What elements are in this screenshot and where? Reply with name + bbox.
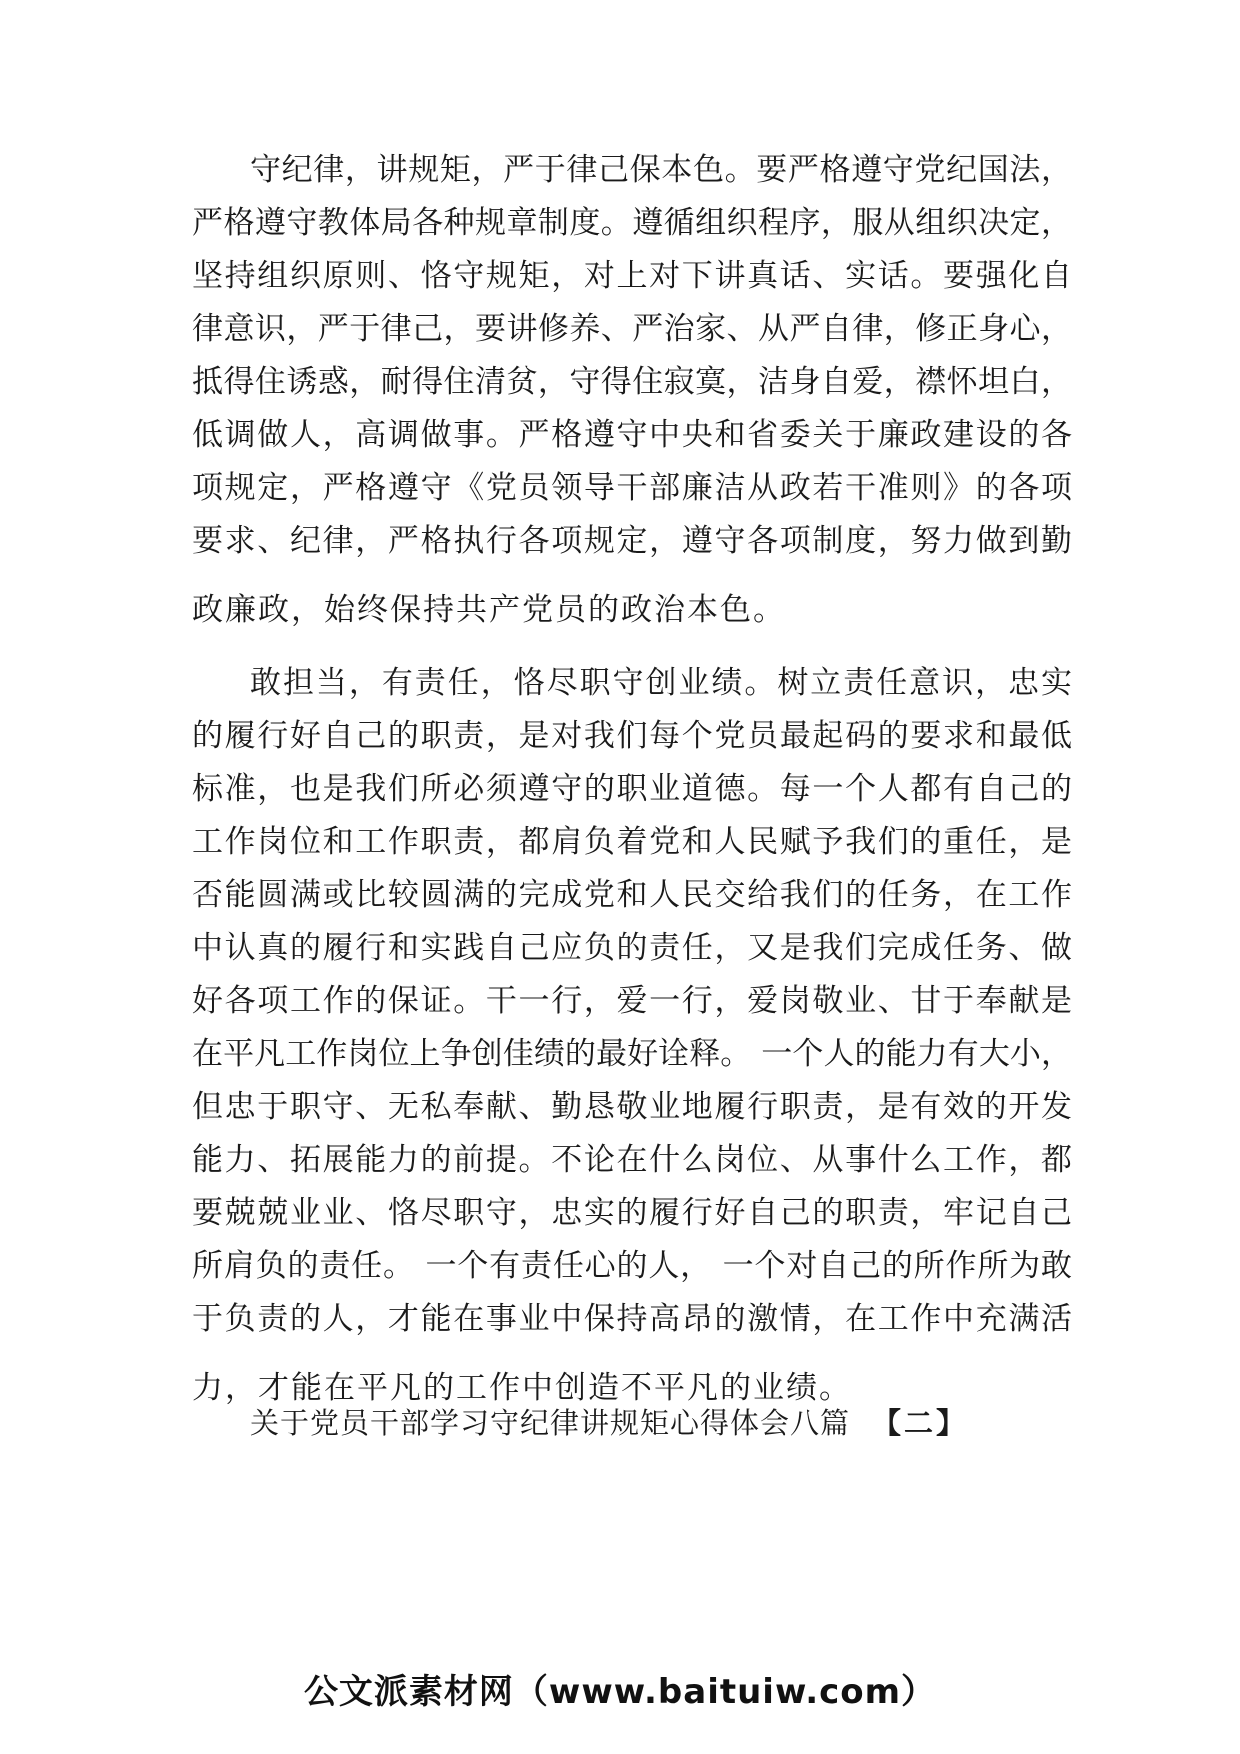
paragraph-line: 守纪律，讲规矩，严于律己保本色。要严格遵守党纪国法， [250, 152, 1072, 188]
paragraph-line: 律意识，严于律己，要讲修养、严治家、从严自律，修正身心， [192, 311, 1072, 347]
paragraph-line: 敢担当，有责任，恪尽职守创业绩。树立责任意识，忠实 [250, 665, 1072, 701]
paragraph-line: 政廉政，始终保持共产党员的政治本色。 [192, 592, 786, 628]
document-body [192, 144, 1072, 1415]
section-heading [250, 1403, 968, 1443]
paragraph-line: 中认真的履行和实践自己应负的责任，又是我们完成任务、做 [192, 930, 1072, 966]
paragraph-spacer [192, 637, 1072, 657]
paragraph-line: 抵得住诱惑，耐得住清贫，守得住寂寞，洁身自爱，襟怀坦白， [192, 364, 1072, 400]
site-watermark-footer: 公文派素材网（www.baituiw.com） [303, 1672, 937, 1712]
paragraph-line: 工作岗位和工作职责，都肩负着党和人民赋予我们的重任，是 [192, 824, 1072, 860]
paragraph-line: 否能圆满或比较圆满的完成党和人民交给我们的任务，在工作 [192, 877, 1072, 913]
paragraph-line: 力，才能在平凡的工作中创造不平凡的业绩。 [192, 1370, 852, 1406]
paragraph-line: 所肩负的责任。 一个有责任心的人， 一个对自己的所作所为敢 [192, 1248, 1072, 1284]
paragraph-line: 好各项工作的保证。干一行，爱一行，爱岗敬业、甘于奉献是 [192, 983, 1072, 1019]
paragraph-line: 要兢兢业业、恪尽职守，忠实的履行好自己的职责，牢记自己 [192, 1195, 1072, 1231]
paragraph-line: 在平凡工作岗位上争创佳绩的最好诠释。 一个人的能力有大小， [192, 1036, 1072, 1072]
paragraph-line: 标准，也是我们所必须遵守的职业道德。每一个人都有自己的 [192, 771, 1072, 807]
paragraph-discipline [192, 144, 1072, 637]
section-heading-text: 关于党员干部学习守纪律讲规矩心得体会八篇 [250, 1406, 851, 1440]
paragraph-line: 要求、纪律，严格执行各项规定，遵守各项制度，努力做到勤 [192, 523, 1072, 559]
paragraph-line: 坚持组织原则、恪守规矩，对上对下讲真话、实话。要强化自 [192, 258, 1072, 294]
paragraph-line: 严格遵守教体局各种规章制度。遵循组织程序，服从组织决定， [192, 205, 1072, 241]
paragraph-line: 低调做人，高调做事。严格遵守中央和省委关于廉政建设的各 [192, 417, 1072, 453]
paragraph-line: 于负责的人，才能在事业中保持高昂的激情，在工作中充满活 [192, 1301, 1072, 1337]
paragraph-line: 项规定，严格遵守《党员领导干部廉洁从政若干准则》的各项 [192, 470, 1072, 506]
section-heading-marker: 【二】 [872, 1406, 969, 1440]
paragraph-line: 能力、拓展能力的前提。不论在什么岗位、从事什么工作，都 [192, 1142, 1072, 1178]
paragraph-responsibility [192, 657, 1072, 1415]
paragraph-line: 但忠于职守、无私奉献、勤恳敬业地履行职责，是有效的开发 [192, 1089, 1072, 1125]
paragraph-line: 的履行好自己的职责，是对我们每个党员最起码的要求和最低 [192, 718, 1072, 754]
